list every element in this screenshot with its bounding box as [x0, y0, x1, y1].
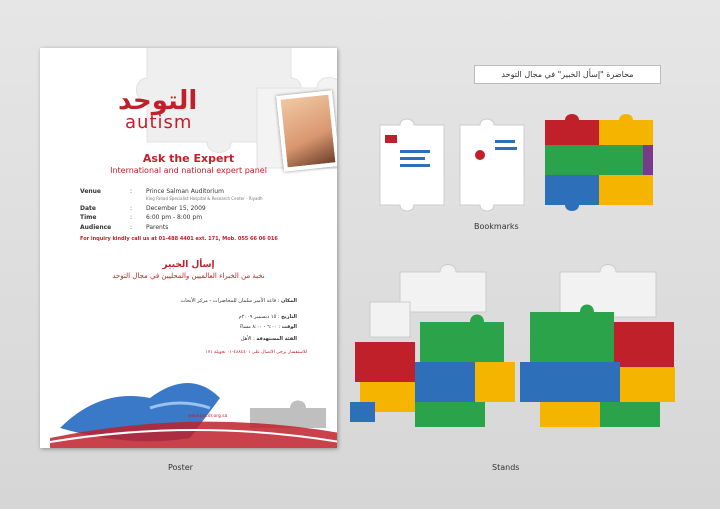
bookmarks-illustration	[370, 105, 660, 220]
stand-left	[350, 262, 530, 437]
section-title: محاضرة "إسأل الخبير" في مجال التوحد	[474, 65, 661, 84]
arabic-key: الفئة المستهدفة	[256, 336, 297, 342]
info-colon: :	[130, 214, 133, 221]
info-colon: :	[130, 188, 133, 195]
arabic-row-audience: الفئة المستهدفة : الأهل	[240, 336, 297, 342]
info-key: Date	[80, 205, 96, 212]
info-value: 6:00 pm - 8:00 pm	[146, 214, 203, 221]
inquiry-line: For inquiry kindly call us at 01-488 4401 ext. 171, Mob. 055 66 06 016	[80, 236, 278, 242]
caption-bookmarks: Bookmarks	[474, 222, 519, 231]
info-key: Audience	[80, 224, 112, 231]
info-colon: :	[130, 224, 133, 231]
caption-stands: Stands	[492, 463, 520, 472]
arabic-row-time: الوقت : ٦:٠٠ - ٨:٠٠ مساءً	[239, 324, 297, 330]
poster-url: www.pscdr.org.sa	[188, 414, 228, 419]
info-value: Parents	[146, 224, 169, 231]
poster-heading: Ask the Expert	[142, 152, 235, 165]
arabic-value: الأهل	[240, 336, 252, 342]
arabic-inquiry: للاستفسار يرجى الاتصال على ٤٨٨٤٤٠١-٠١ تحويلة ١٧١	[205, 350, 307, 355]
arabic-value: ١٥ ديسمبر ٢٠٠٩م	[238, 314, 277, 320]
info-colon: :	[130, 205, 133, 212]
venue-subline: King Fahad Specialist Hospital & Research Center - Riyadh	[146, 196, 263, 201]
arabic-row-venue: المكان : قاعة الأمير سلمان للمحاضرات - مركز الأبحاث	[180, 298, 297, 304]
arabic-subtitle: نخبة من الخبراء العالميين والمحليين في مجال التوحد	[112, 272, 265, 280]
info-value: Prince Salman Auditorium	[146, 188, 224, 195]
arabic-value: قاعة الأمير سلمان للمحاضرات - مركز الأبحاث	[180, 298, 277, 304]
info-key: Time	[80, 214, 97, 221]
caption-poster: Poster	[168, 463, 193, 472]
blue-puzzle-graphic	[50, 368, 337, 448]
arabic-value: ٦:٠٠ - ٨:٠٠ مساءً	[239, 324, 277, 330]
stand-right	[520, 262, 700, 437]
info-value: December 15, 2009	[146, 205, 206, 212]
logo-english: autism	[125, 112, 193, 133]
arabic-key: المكان	[281, 298, 297, 304]
arabic-key: الوقت	[281, 324, 297, 330]
arabic-key: التاريخ	[281, 314, 297, 320]
logo-arabic: التوحد	[118, 86, 198, 116]
arabic-title: إسأل الخبير	[162, 260, 215, 270]
arabic-row-date: التاريخ : ١٥ ديسمبر ٢٠٠٩م	[238, 314, 297, 320]
poster-subheading: International and national expert panel	[110, 166, 267, 175]
poster	[40, 48, 337, 448]
info-key: Venue	[80, 188, 101, 195]
